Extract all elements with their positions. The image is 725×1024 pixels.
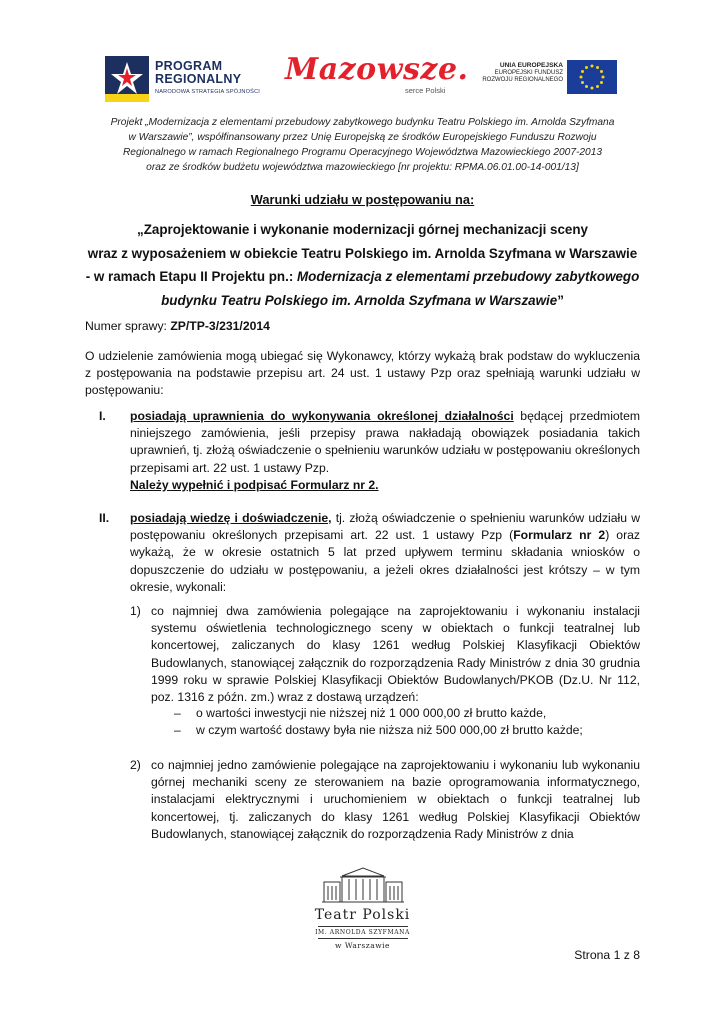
logo-divider-2 [318, 938, 408, 939]
subcondition-text-1: co najmniej dwa zamówienia polegające na zaprojektowaniu i wykonaniu instalacji systemu oświetlenia technologicznego sceny w obiektach o funkcji teatralnej lub koncertowej, zaliczanych do klasy 1261 według Polskiej Klasyfikacji Obiektów Budowlanych, stanowiącej załącznik do rozporządzenia Rady Ministrów z dnia 30 grudnia 1999 roku w sprawie Polskiej Klasyfikacji Obiektów Budowlanych/PKOB (Dz.U. Nr 112, poz. 1316 z późn. zm.) wraz z dostawą urządzeń: [151, 604, 640, 705]
teatr-polski-sub: IM. ARNOLDA SZYFMANA [315, 929, 410, 936]
condition-lead-2: posiadają wiedzę i doświadczenie, [130, 511, 332, 525]
eu-line1: UNIA EUROPEJSKA [499, 62, 563, 69]
project-line-4: oraz ze środków budżetu województwa mazowieckiego [nr projektu: RPMA.06.01.00-14-001/13] [146, 162, 579, 173]
header-logos [105, 52, 620, 106]
regionalny-text: REGIONALNY [155, 72, 242, 86]
intro-paragraph: O udzielenie zamówienia mogą ubiegać się Wykonawcy, którzy wykażą brak podstaw do wykluczenia z postępowania na podstawie przepisu art. 24 ust. 1 ustawy Pzp oraz spełniają warunki udziału w postępowaniu: [85, 349, 640, 398]
eu-logo [475, 60, 625, 96]
title-line-3-italic: Modernizacja z elementami przebudowy zabytkowego [297, 269, 640, 284]
eu-line3: ROZWOJU REGIONALNEGO [482, 77, 563, 83]
program-regionalny-star-icon [105, 56, 149, 102]
condition-text-1 [130, 408, 640, 494]
theatre-building-icon [322, 866, 404, 904]
dash-text-1: o wartości inwestycji nie niższej niż 1 000 000,00 zł brutto każde, [196, 706, 547, 720]
mazowsze-logo [285, 52, 469, 102]
subcondition-number-1: 1) [130, 604, 141, 618]
eu-flag-icon [567, 60, 617, 94]
condition-body-2b: ) oraz wykażą, że w okresie ostatnich 5 lat przed upływem terminu składania wniosków o dopuszczenie do udziału w postępowaniu, a jeżeli okres działalności jest krótszy – w tym okresie, wykonali: [130, 528, 641, 594]
condition-body-2a: tj. złożą oświadczenie o spełnieniu warunków udziału w postępowaniu określonych przepisami art. 22 ust. 1 ustawy Pzp ( [130, 511, 641, 543]
case-number-value: ZP/TP-3/231/2014 [170, 319, 270, 333]
teatr-polski-name: Teatr Polski [314, 907, 411, 923]
title-line-3-plain: - w ramach Etapu II Projektu pn.: [85, 269, 298, 284]
document-title [85, 218, 640, 312]
condition-text-2 [130, 510, 640, 596]
title-line-3 [85, 265, 640, 289]
condition-requirement-1: Należy wypełnić i podpisać Formularz nr 2. [130, 477, 379, 492]
condition-number-1: I. [99, 409, 106, 423]
logo-divider-1 [318, 926, 408, 927]
project-line-1: Projekt „Modernizacja z elementami przebudowy zabytkowego budynku Teatru Polskiego im. Arnolda Szyfmana [110, 117, 615, 128]
dash-mark-1: – [174, 706, 181, 720]
program-regionalny-logo [105, 56, 270, 104]
subcondition-number-2: 2) [130, 758, 141, 772]
document-heading: Warunki udziału w postępowaniu na: [250, 192, 475, 207]
title-line-2: wraz z wyposażeniem w obiekcie Teatru Polskiego im. Arnolda Szyfmana w Warszawie [87, 245, 638, 261]
project-line-3: Regionalnego w ramach Regionalnego Programu Operacyjnego Województwa Mazowieckiego 2007-2013 [122, 147, 603, 158]
dash-text-2: w czym wartość dostawy była nie niższa niż 500 000,00 zł brutto każde; [196, 723, 583, 737]
program-text: PROGRAM [155, 59, 223, 73]
project-description [85, 115, 640, 175]
teatr-polski-city: w Warszawie [335, 941, 390, 950]
title-line-4-end: ” [557, 292, 564, 308]
page-number: Strona 1 z 8 [574, 948, 640, 962]
case-number-label: Numer sprawy: [85, 319, 171, 333]
subcondition-text-2: co najmniej jedno zamówienie polegające na zaprojektowaniu i wykonaniu lub wykonaniu górnej mechaniki sceny ze sterowaniem na bazie oprogramowania informatycznego, instalacjami elektrycznymi i uruchomieniem w obiektach o funkcji teatralnej lub koncertowej, tj. zaliczanych do klasy 1261 według Polskiej Klasyfikacji Obiektów Budowlanych, stanowiącej załącznik do rozporządzenia Rady Ministrów z dnia [151, 758, 640, 841]
project-line-2: w Warszawie”, współfinansowany przez Unię Europejską ze środków Europejskiego Funduszu Rozwoju [128, 132, 597, 143]
title-line-1: „Zaprojektowanie i wykonanie modernizacji górnej mechanizacji sceny [137, 222, 588, 237]
dash-mark-2: – [174, 723, 181, 737]
case-number [85, 318, 640, 335]
title-line-4 [85, 289, 640, 313]
condition-number-2: II. [99, 511, 110, 525]
condition-form-2: Formularz nr 2 [513, 528, 606, 543]
condition-lead-1: posiadają uprawnienia do wykonywania określonej działalności [130, 409, 514, 423]
mazowsze-tagline: serce Polski [405, 86, 446, 95]
teatr-polski-logo [300, 866, 425, 958]
mazowsze-word: Mazowsze. [285, 52, 469, 87]
eu-line2: EUROPEJSKI FUNDUSZ [494, 69, 563, 76]
eu-text [475, 62, 563, 85]
strategia-text: NARODOWA STRATEGIA SPÓJNOŚCI [155, 89, 261, 95]
title-line-4-italic: budynku Teatru Polskiego im. Arnolda Szyfmana w Warszawie [161, 292, 558, 308]
condition-body-1: będącej przedmiotem niniejszego zamówienia, jeśli przepisy prawa nakładają obowiązek posiadania takich uprawnień, tj. złożą oświadczenie o spełnieniu warunków udziału w postępowaniu określonych przepisami art. 22 ust. 1 ustawy Pzp. [130, 409, 641, 475]
